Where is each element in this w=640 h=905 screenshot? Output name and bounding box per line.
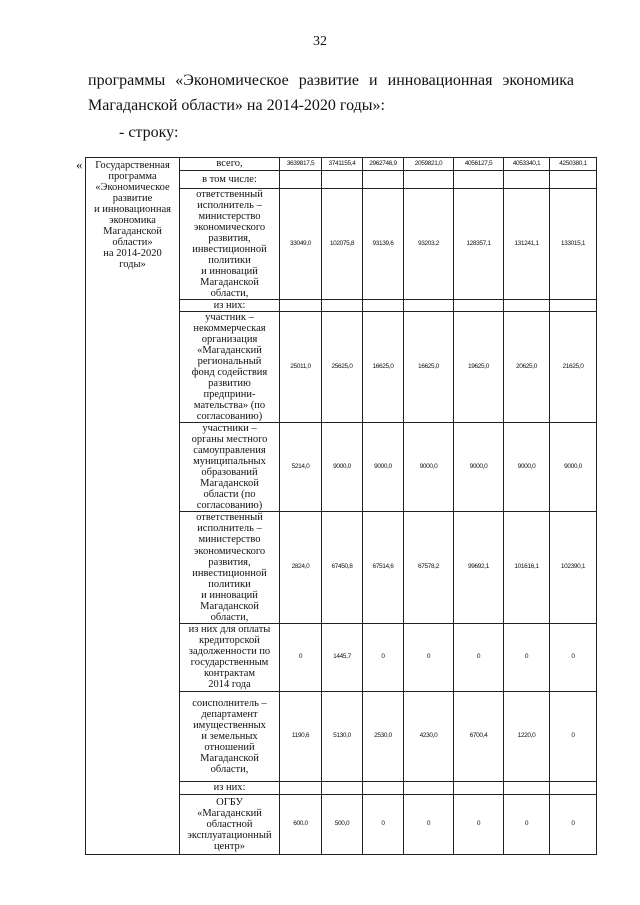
value-cell: 0 [550,794,597,854]
opening-quote-mark: « [76,157,83,172]
value-cell: 4053340,1 [504,158,550,171]
value-cell [404,781,454,794]
value-cell: 4230,0 [404,691,454,781]
value-cell [363,781,404,794]
row-label-cell: в том числе: [180,171,280,189]
value-cell: 16625,0 [363,312,404,423]
value-cell: 133015,1 [550,189,597,300]
row-label-cell: участник – некоммерческая организация «Магаданский региональный фонд содействия развитию предприни- мательства» (по согласованию) [180,312,280,423]
row-label-cell: ОГБУ «Магаданский областной эксплуатационный центр» [180,794,280,854]
value-cell: 102390,1 [550,512,597,623]
value-cell: 0 [454,794,504,854]
value-cell [280,300,322,312]
value-cell: 9000,0 [322,423,363,512]
value-cell [454,300,504,312]
value-cell: 99692,1 [454,512,504,623]
value-cell [404,171,454,189]
value-cell: 0 [280,623,322,691]
value-cell: 20625,0 [504,312,550,423]
value-cell [504,781,550,794]
program-name-cell: Государственная программа «Экономическое развитие и инновационная экономика Магаданской области» на 2014-2020 годы» [86,158,180,855]
value-cell [404,300,454,312]
row-label-cell: из них: [180,300,280,312]
row-label-cell: из них для оплаты кредиторской задолженности по государственным контрактам 2014 года [180,623,280,691]
value-cell: 16625,0 [404,312,454,423]
value-cell: 102075,8 [322,189,363,300]
value-cell: 19625,0 [454,312,504,423]
value-cell: 25625,0 [322,312,363,423]
value-cell: 67578,2 [404,512,454,623]
value-cell: 0 [504,623,550,691]
intro-word: «Экономическое [175,72,289,89]
intro-line-2: Магаданской области» на 2014-2020 годы»: [88,97,385,114]
value-cell: 9000,0 [504,423,550,512]
intro-word: экономика [502,72,574,89]
value-cell [280,171,322,189]
value-cell: 600,0 [280,794,322,854]
table-row [86,158,597,171]
value-cell [322,300,363,312]
value-cell: 67514,6 [363,512,404,623]
value-cell [322,781,363,794]
value-cell: 2059821,0 [404,158,454,171]
value-cell: 0 [454,623,504,691]
intro-line-3: - строку: [119,124,179,141]
value-cell: 0 [363,794,404,854]
intro-word: инновационная [387,72,493,89]
row-label-cell: из них: [180,781,280,794]
value-cell: 5214,0 [280,423,322,512]
value-cell [504,300,550,312]
value-cell: 128357,1 [454,189,504,300]
value-cell [454,781,504,794]
value-cell: 5130,0 [322,691,363,781]
value-cell: 0 [550,623,597,691]
row-label-cell: участники – органы местного самоуправления муниципальных образований Магаданской области (по согласованию) [180,423,280,512]
value-cell: 9000,0 [404,423,454,512]
row-label-cell: ответственный исполнитель – министерство экономического развития, инвестиционной политики и инноваций Магаданской области, [180,189,280,300]
value-cell: 4250380,1 [550,158,597,171]
value-cell [550,781,597,794]
value-cell: 33049,0 [280,189,322,300]
value-cell [280,781,322,794]
value-cell [363,300,404,312]
funding-table [85,157,597,855]
value-cell: 9000,0 [454,423,504,512]
value-cell: 4056127,5 [454,158,504,171]
value-cell: 0 [504,794,550,854]
page-number: 32 [313,34,327,49]
row-label-cell: всего, [180,158,280,171]
value-cell: 2530,0 [363,691,404,781]
intro-word: программы [88,72,166,89]
value-cell: 93139,6 [363,189,404,300]
value-cell: 21625,0 [550,312,597,423]
value-cell: 9000,0 [363,423,404,512]
row-label-cell: ответственный исполнитель – министерство экономического развития, инвестиционной политики и инноваций Магаданской области, [180,512,280,623]
row-label-cell: соисполнитель – департамент имущественных и земельных отношений Магаданской области, [180,691,280,781]
value-cell: 1445,7 [322,623,363,691]
intro-word: и [369,72,378,89]
value-cell: 2824,0 [280,512,322,623]
value-cell: 0 [404,623,454,691]
value-cell [504,171,550,189]
intro-line-1 [88,72,574,90]
value-cell: 0 [404,794,454,854]
value-cell: 0 [550,691,597,781]
value-cell [550,300,597,312]
intro-word: развитие [298,72,359,89]
value-cell: 6700,4 [454,691,504,781]
value-cell: 101616,1 [504,512,550,623]
value-cell: 0 [363,623,404,691]
value-cell: 1190,6 [280,691,322,781]
value-cell [454,171,504,189]
value-cell [550,171,597,189]
value-cell: 9000,0 [550,423,597,512]
value-cell: 1220,0 [504,691,550,781]
value-cell [363,171,404,189]
value-cell [322,171,363,189]
value-cell: 2962746,9 [363,158,404,171]
value-cell: 3639817,5 [280,158,322,171]
value-cell: 3741155,4 [322,158,363,171]
value-cell: 500,0 [322,794,363,854]
value-cell: 93203,2 [404,189,454,300]
value-cell: 131241,1 [504,189,550,300]
value-cell: 67450,8 [322,512,363,623]
value-cell: 25011,0 [280,312,322,423]
